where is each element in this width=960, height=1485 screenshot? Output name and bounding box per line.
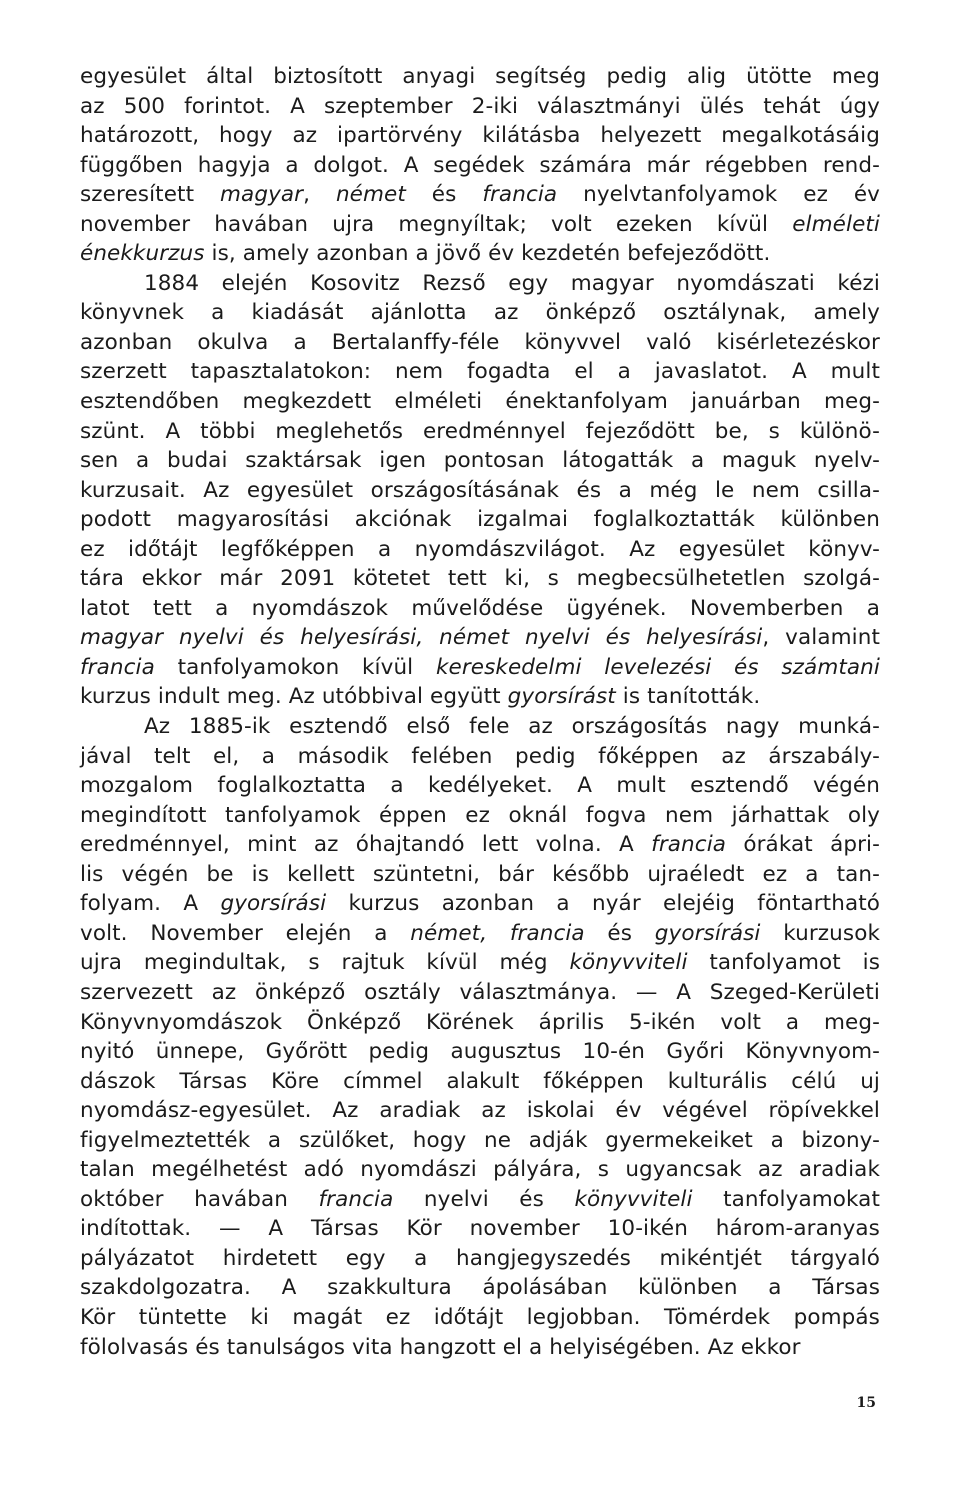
text-line	[80, 298, 880, 328]
text-line	[80, 1126, 880, 1156]
text-segment: is tanították.	[615, 684, 761, 710]
text-segment: mozgalom foglalkoztatta a kedélyeket. A mult esztendő végén	[80, 773, 880, 799]
text-segment: sen a budai szaktársak igen pontosan látogatták a maguk nyelv-	[80, 448, 880, 474]
text-segment: tára ekkor már 2091 kötetet tett ki, s megbecsülhetetlen szolgá-	[80, 566, 880, 592]
text-line	[80, 1067, 880, 1097]
text-segment: egyesület által biztosított anyagi segítség pedig alig ütötte meg	[80, 64, 880, 89]
text-line	[80, 889, 880, 919]
text-segment: , valamint	[762, 625, 880, 651]
text-line	[80, 62, 880, 92]
text-line	[80, 594, 880, 624]
text-segment: talan megélhetést adó nyomdászi pályára, s ugyancsak az aradiak	[80, 1157, 880, 1183]
text-line	[80, 1185, 880, 1215]
text-segment: kurzus indult meg. Az utóbbival együtt	[80, 684, 508, 710]
text-segment: határozott, hogy az ipartörvény kilátásba helyezett megalkotásáig	[80, 123, 880, 149]
text-segment: tanfolyamokat	[692, 1186, 880, 1212]
italic-text: gyorsírási	[220, 891, 327, 917]
text-line	[80, 328, 880, 358]
text-line	[80, 1244, 880, 1274]
text-line	[80, 417, 880, 447]
text-segment: és	[584, 920, 655, 946]
text-line	[80, 742, 880, 772]
text-segment: tanfolyamot is	[687, 950, 880, 976]
text-line	[80, 712, 880, 742]
italic-text: gyorsírási	[654, 920, 761, 946]
text-segment: esztendőben megkezdett elméleti énektanfolyam januárban meg-	[80, 389, 880, 415]
italic-text: kereskedelmi levelezési és számtani	[435, 654, 880, 680]
text-segment: ,	[303, 182, 336, 208]
text-segment: könyvnek a kiadását ajánlotta az önképző osztálynak, amely	[80, 300, 880, 326]
italic-text: német, francia	[410, 920, 585, 946]
text-line	[80, 1214, 880, 1244]
text-line	[80, 1155, 880, 1185]
text-line	[80, 1037, 880, 1067]
text-line	[80, 623, 880, 653]
italic-text: francia	[482, 182, 558, 208]
text-line	[80, 1096, 880, 1126]
italic-text: könyvviteli	[569, 950, 688, 976]
text-segment: Könyvnyomdászok Önképző Körének április 5-ikén volt a meg-	[80, 1009, 880, 1035]
text-segment: dászok Társas Köre címmel alakult főképpen kulturális célú uj	[80, 1068, 880, 1094]
text-line	[80, 535, 880, 565]
text-segment: november havában ujra megnyíltak; volt ezeken kívül	[80, 211, 793, 237]
text-segment: órákat ápri-	[726, 832, 880, 858]
text-line	[80, 919, 880, 949]
italic-text: könyvviteli	[574, 1186, 693, 1212]
text-line	[80, 357, 880, 387]
text-segment: folyam. A	[80, 891, 221, 917]
text-segment: azonban okulva a Bertalanffy-féle könyvvel való kisérletezéskor	[80, 329, 880, 355]
text-segment: ez időtájt legfőképpen a nyomdászvilágot. Az egyesület könyv-	[80, 536, 880, 562]
text-line	[80, 476, 880, 506]
text-segment: ujra megindultak, s rajtuk kívül még	[80, 950, 570, 976]
text-segment: tanfolyamokon kívül	[154, 654, 436, 680]
text-segment: Az 1885-ik esztendő első fele az országosítás nagy munká-	[144, 714, 880, 740]
text-segment: kurzus azonban a nyár elejéig föntartható	[326, 891, 880, 917]
text-segment: szakdolgozatra. A szakkultura ápolásában különben a Társas	[80, 1275, 880, 1301]
text-segment: megindított tanfolyamok éppen ez oknál fogva nem járhattak oly	[80, 802, 880, 828]
text-line	[80, 180, 880, 210]
text-segment: az 500 forintot. A szeptember 2-iki választmányi ülés tehát úgy	[80, 93, 880, 119]
text-line	[80, 505, 880, 535]
text-line	[80, 653, 880, 683]
text-segment: szünt. A többi meglehetős eredménnyel fejeződött be, s különö-	[80, 418, 880, 444]
text-line	[80, 121, 880, 151]
italic-text: magyar	[220, 182, 304, 208]
italic-text: gyorsírást	[507, 684, 616, 710]
italic-text: francia	[318, 1186, 394, 1212]
italic-text: francia	[651, 832, 727, 858]
text-segment: eredménnyel, mint az óhajtandó lett volna. A	[80, 832, 652, 858]
text-segment: latot tett a nyomdászok művelődése ügyének. Novemberben a	[80, 595, 880, 621]
text-line	[80, 564, 880, 594]
text-segment: lis végén be is kellett szüntetni, bár később ujraéledt ez a tan-	[80, 861, 880, 887]
italic-text: német	[335, 182, 406, 208]
italic-text: francia	[80, 654, 155, 680]
text-segment: kurzusok	[760, 920, 880, 946]
text-segment: szeresített	[80, 182, 220, 208]
text-segment: pályázatot hirdetett egy a hangjegyszedés mikéntjét tárgyaló	[80, 1245, 880, 1271]
text-line	[80, 269, 880, 299]
text-segment: figyelmeztették a szülőket, hogy ne adják gyermekeiket a bizony-	[80, 1127, 880, 1153]
italic-text: magyar nyelvi és helyesírási, német nyelvi és helyesírási	[80, 625, 763, 651]
text-segment: nyomdász-egyesület. Az aradiak az iskolai év végével röpívekkel	[80, 1098, 880, 1124]
text-line	[80, 151, 880, 181]
text-segment: indítottak. — A Társas Kör november 10-ikén három-aranyas	[80, 1216, 880, 1242]
text-segment: is, amely azonban a jövő év kezdetén befejeződött.	[204, 241, 771, 267]
text-line	[80, 92, 880, 122]
text-line	[80, 1303, 880, 1333]
text-segment: podott magyarosítási akciónak izgalmai foglalkoztatták különben	[80, 507, 880, 533]
text-line	[80, 210, 880, 240]
italic-text: elméleti	[792, 211, 880, 237]
text-segment: szervezett az önképző osztály választmánya. — A Szeged-Kerületi	[80, 979, 880, 1005]
text-segment: volt. November elején a	[80, 920, 411, 946]
text-segment: október havában	[80, 1186, 319, 1212]
text-line	[80, 1273, 880, 1303]
text-segment: 1884 elején Kosovitz Rezső egy magyar nyomdászati kézi	[144, 270, 880, 296]
text-line	[80, 1333, 880, 1363]
text-line	[80, 239, 880, 269]
text-segment: jával telt el, a második felében pedig főképpen az árszabály-	[80, 743, 880, 769]
text-line	[80, 387, 880, 417]
text-line	[80, 830, 880, 860]
text-line	[80, 771, 880, 801]
text-line	[80, 948, 880, 978]
text-line	[80, 801, 880, 831]
text-segment: nyelvtanfolyamok ez év	[557, 182, 881, 208]
italic-text: énekkurzus	[80, 241, 205, 267]
text-segment: nyitó ünnepe, Győrött pedig augusztus 10-én Győri Könyvnyom-	[80, 1039, 880, 1065]
text-segment: és	[405, 182, 483, 208]
text-segment: függőben hagyja a dolgot. A segédek számára már régebben rend-	[80, 152, 880, 178]
text-line	[80, 446, 880, 476]
body-text	[80, 62, 880, 1362]
text-line	[80, 1008, 880, 1038]
text-segment: szerzett tapasztalatokon: nem fogadta el a javaslatot. A mult	[80, 359, 880, 385]
text-line	[80, 978, 880, 1008]
text-segment: kurzusait. Az egyesület országosításának és a még le nem csilla-	[80, 477, 880, 503]
text-segment: Kör tüntette ki magát ez időtájt legjobban. Tömérdek pompás	[80, 1304, 880, 1330]
page-number: 15	[856, 1395, 876, 1411]
text-line	[80, 860, 880, 890]
text-line	[80, 682, 880, 712]
text-segment: fölolvasás és tanulságos vita hangzott el a helyiségében. Az ekkor	[80, 1334, 801, 1360]
text-segment: nyelvi és	[393, 1186, 575, 1212]
